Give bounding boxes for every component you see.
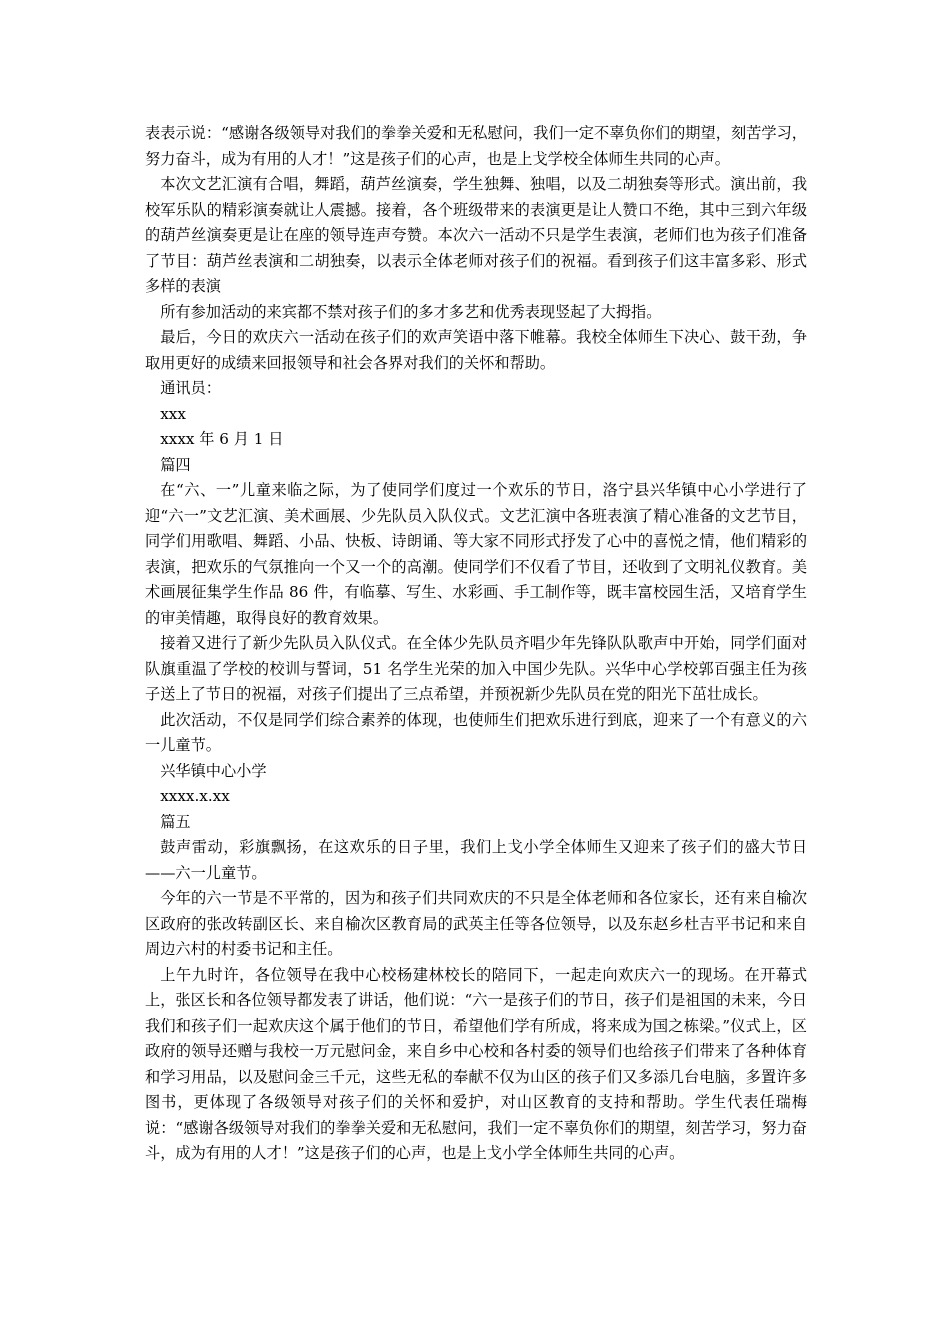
paragraph-6: 接着又进行了新少先队员入队仪式。在全体少先队员齐唱少年先锋队队歌声中开始，同学们面对队旗重温了学校的校训与誓词，51 名学生光荣的加入中国少先队。兴华中心学校郭百强主任为孩子送上了节日的祝福，对孩子们提出了三点希望，并预祝新少先队员在党的阳光下茁壮成长。 (145, 634, 807, 703)
paragraph-5: 在“六、一”儿童来临之际，为了使同学们度过一个欢乐的节日，洛宁县兴华镇中心小学进行了迎“六一”文艺汇演、美术画展、少先队员入队仪式。文艺汇演中各班表演了精心准备的文艺节目，同学们用歌唱、舞蹈、小品、快板、诗朗诵、等大家不同形式抒发了心中的喜悦之情，他们精彩的表演，把欢乐的气氛推向一个又一个的高潮。使同学们不仅看了节目，还收到了文明礼仪教育。美术画展征集学生作品 86 件，有临摹、写生、水彩画、手工制作等，既丰富校园生活，又培育学生的审美情趣，取得良好的教育效果。 (145, 481, 807, 627)
paragraph-3: 所有参加活动的来宾都不禁对孩子们的多才多艺和优秀表现竖起了大拇指。 (160, 302, 662, 321)
paragraph-1: 表表示说：“感谢各级领导对我们的拳拳关爱和无私慰问，我们一定不辜负你们的期望，刻苦学习，努力奋斗，成为有用的人才！”这是孩子们的心声，也是上戈学校全体师生共同的心声。 (145, 124, 807, 168)
paragraph-8: 鼓声雷动，彩旗飘扬，在这欢乐的日子里，我们上戈小学全体师生又迎来了孩子们的盛大节日——六一儿童节。 (145, 838, 807, 882)
section-heading-5: 篇五 (160, 812, 191, 831)
document-page (145, 121, 807, 1167)
paragraph-9: 今年的六一节是不平常的，因为和孩子们共同欢庆的不只是全体老师和各位家长，还有来自榆次区政府的张改转副区长、来自榆次区教育局的武英主任等各位领导，以及东赵乡杜吉平书记和来自周边六村的村委书记和主任。 (145, 889, 807, 958)
reporter-label: 通讯员： (160, 379, 221, 397)
reporter-name: xxx (160, 404, 186, 423)
date-placeholder: xxxx.x.xx (160, 787, 230, 805)
school-signature: 兴华镇中心小学 (160, 761, 267, 780)
paragraph-10: 上午九时许，各位领导在我中心校杨建林校长的陪同下，一起走向欢庆六一的现场。在开幕式上，张区长和各位领导都发表了讲话，他们说：“六一是孩子们的节日，孩子们是祖国的未来，今日我们和孩子们一起欢庆这个属于他们的节日，希望他们学有所成，将来成为国之栋梁。”仪式上，区政府的领导还赠与我校一万元慰问金，来自乡中心校和各村委的领导们也给孩子们带来了各种体育和学习用品，以及慰问金三千元，这些无私的奉献不仅为山区的孩子们又多添几台电脑，多置许多图书，更体现了各级领导对孩子们的关怀和爱护，对山区教育的支持和帮助。学生代表任瑞梅说：“感谢各级领导对我们的拳拳关爱和无私慰问，我们一定不辜负你们的期望，刻苦学习，努力奋斗，成为有用的人才！”这是孩子们的心声，也是上戈小学全体师生共同的心声。 (145, 965, 807, 1162)
paragraph-7: 此次活动，不仅是同学们综合素养的体现，也使师生们把欢乐进行到底，迎来了一个有意义的六一儿童节。 (145, 710, 807, 754)
paragraph-2: 本次文艺汇演有合唱，舞蹈，葫芦丝演奏，学生独舞、独唱，以及二胡独奏等形式。演出前，我校军乐队的精彩演奏就让人震撼。接着，各个班级带来的表演更是让人赞口不绝，其中三到六年级的葫芦丝演奏更是让在座的领导连声夸赞。本次六一活动不只是学生表演，老师们也为孩子们准备了节目：葫芦丝表演和二胡独奏，以表示全体老师对孩子们的祝福。看到孩子们这丰富多彩、形式多样的表演 (145, 175, 807, 295)
paragraph-4: 最后，今日的欢庆六一活动在孩子们的欢声笑语中落下帷幕。我校全体师生下决心、鼓干劲，争取用更好的成绩来回报领导和社会各界对我们的关怀和帮助。 (145, 328, 807, 372)
date-line: xxxx 年 6 月 1 日 (160, 430, 284, 448)
section-heading-4: 篇四 (160, 455, 191, 474)
